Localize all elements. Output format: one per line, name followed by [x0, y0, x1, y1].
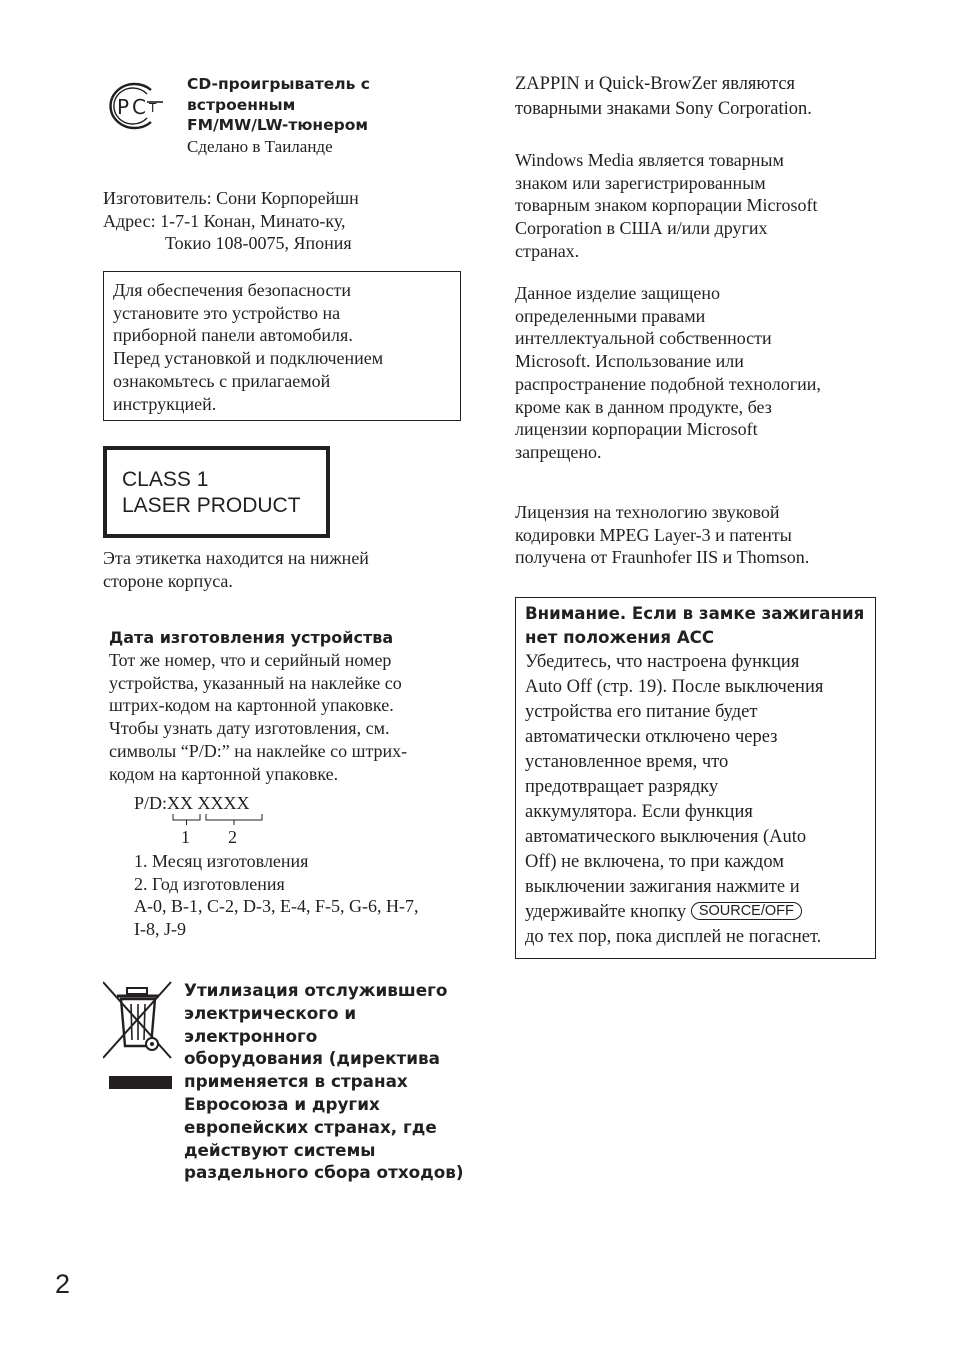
disposal-heading-line: европейских странах, где — [184, 1116, 437, 1137]
manufacture-date-line: Тот же номер, что и серийный номер — [109, 650, 392, 670]
pd-marker-1: 1 — [181, 827, 190, 847]
trademark-line: странах. — [515, 240, 580, 261]
disposal-heading-line: оборудования (директива — [184, 1048, 440, 1069]
caution-line: установленное время, что — [525, 752, 729, 772]
pd-legend-line: I-8, J-9 — [134, 919, 186, 940]
disposal-heading-line: применяется в странах — [184, 1071, 408, 1092]
notice-line: определенными правами — [515, 305, 706, 326]
manufacture-date-line: кодом на картонной упаковке. — [109, 763, 339, 784]
laser-product-text: LASER PRODUCT — [122, 494, 301, 517]
crossed-bin-icon — [103, 980, 173, 1090]
caution-button-prefix: удерживайте кнопку — [525, 902, 687, 922]
notice-line: лицензии корпорации Microsoft — [515, 419, 758, 440]
caution-line: Off) не включена, то при каждом — [525, 852, 784, 872]
manufacturer-line: Изготовитель: Сони Корпорейшн — [103, 188, 359, 208]
caution-line: устройства его питание будет — [525, 702, 758, 722]
trademark-line: товарными знаками Sony Corporation. — [515, 98, 812, 119]
caution-line: автоматического выключения (Auto — [525, 827, 807, 847]
caution-heading-line: Внимание. Если в замке зажигания — [525, 604, 865, 623]
caution-heading-line: нет положения ACC — [525, 628, 715, 647]
product-title-line: FM/MW/LW-тюнером — [187, 116, 369, 134]
caution-line: до тех пор, пока дисплей не погаснет. — [525, 927, 822, 947]
caution-box — [515, 597, 876, 959]
mpeg-license-notice — [515, 501, 809, 569]
zappin-trademark — [515, 72, 812, 121]
safety-line: ознакомьтесь с прилагаемой — [113, 370, 331, 391]
pd-code-brackets — [170, 812, 270, 826]
pd-legend-line: 2. Год изготовления — [134, 873, 285, 894]
trademark-line: товарным знаком корпорации Microsoft — [515, 195, 818, 216]
manufacture-date-line: штрих-кодом на картонной упаковке. — [109, 695, 394, 716]
disposal-heading-line: Евросоюза и других — [184, 1093, 380, 1114]
cert-mark-icon — [103, 80, 165, 132]
address-line: Адрес: 1-7-1 Конан, Минато-ку, — [103, 210, 346, 231]
microsoft-ip-notice — [515, 282, 821, 464]
pd-code-prefix: P/D: — [134, 793, 168, 813]
laser-class-text: CLASS 1 — [122, 468, 209, 491]
disposal-heading-line: Утилизация отслужившего — [184, 980, 448, 1000]
notice-line: Данное изделие защищено — [515, 283, 720, 303]
pd-marker-2: 2 — [228, 827, 237, 847]
caption-line: Эта этикетка находится на нижней — [103, 548, 369, 568]
caution-line: аккумулятора. Если функция — [525, 802, 753, 822]
source-off-button-label: SOURCE/OFF — [691, 902, 802, 920]
trademark-line: ZAPPIN и Quick-BrowZer являются — [515, 74, 796, 94]
pd-legend-line: A-0, B-1, C-2, D-3, E-4, F-5, G-6, H-7, — [134, 896, 419, 917]
caution-line: Auto Off (стр. 19). После выключения — [525, 677, 824, 697]
notice-line: Microsoft. Использование или — [515, 351, 744, 372]
caution-line: автоматически отключено через — [525, 727, 778, 747]
manufacture-date-line: Чтобы узнать дату изготовления, см. — [109, 718, 390, 739]
svg-text:С: С — [132, 95, 146, 119]
svg-text:Т: Т — [149, 101, 157, 115]
manufacture-date-line: символы “P/D:” на наклейке со штрих- — [109, 740, 408, 761]
caution-line: предотвращает разрядку — [525, 777, 719, 797]
notice-line: интеллектуальной собственности — [515, 328, 772, 349]
notice-line: кроме как в данном продукте, без — [515, 396, 772, 417]
safety-line: приборной панели автомобиля. — [113, 325, 353, 346]
disposal-heading — [184, 979, 464, 1184]
caution-button-line — [525, 900, 875, 925]
manufacture-date-section — [109, 627, 407, 785]
caption-line: стороне корпуса. — [103, 570, 233, 591]
trademark-line: Corporation в США и/или других — [515, 218, 768, 239]
safety-line: Перед установкой и подключением — [113, 348, 384, 369]
manufacture-date-heading: Дата изготовления устройства — [109, 628, 394, 647]
disposal-heading-line: раздельного сбора отходов) — [184, 1162, 464, 1183]
page-number: 2 — [55, 1269, 71, 1299]
manufacture-date-line: устройства, указанный на наклейке со — [109, 672, 402, 693]
notice-line: Лицензия на технологию звуковой — [515, 502, 780, 522]
trademark-line: знаком или зарегистрированным — [515, 172, 766, 193]
laser-product-label — [103, 446, 330, 538]
notice-line: кодировки MPEG Layer-3 и патенты — [515, 524, 792, 545]
safety-notice-box — [103, 271, 461, 421]
svg-text:Р: Р — [117, 95, 130, 119]
product-title-line: CD-проигрыватель с — [187, 75, 370, 93]
safety-line: установите это устройство на — [113, 302, 341, 323]
windows-media-trademark — [515, 149, 817, 263]
product-title-line: встроенным — [187, 95, 296, 114]
manufacturer-info — [103, 187, 359, 255]
notice-line: получена от Fraunhofer IIS и Thomson. — [515, 547, 810, 568]
address-line: Токио 108-0075, Япония — [165, 233, 352, 254]
pd-legend-line: 1. Месяц изготовления — [134, 851, 309, 871]
product-title — [187, 74, 370, 157]
laser-label-caption — [103, 547, 369, 592]
notice-line: распространение подобной технологии, — [515, 373, 821, 394]
pd-code-year: XXXX — [197, 793, 250, 813]
safety-line: Для обеспечения безопасности — [113, 280, 351, 300]
disposal-heading-line: электрического и — [184, 1002, 357, 1023]
caution-line: выключении зажигания нажмите и — [525, 877, 800, 897]
safety-line: инструкцией. — [113, 393, 217, 414]
disposal-heading-line: действуют системы — [184, 1139, 376, 1160]
disposal-heading-line: электронного — [184, 1025, 318, 1046]
made-in-text: Сделано в Таиланде — [187, 136, 333, 156]
pd-code-month: XX — [167, 793, 194, 813]
caution-line: Убедитесь, что настроена функция — [525, 652, 800, 672]
trademark-line: Windows Media является товарным — [515, 150, 784, 170]
notice-line: запрещено. — [515, 441, 602, 462]
pd-legend — [134, 850, 418, 941]
